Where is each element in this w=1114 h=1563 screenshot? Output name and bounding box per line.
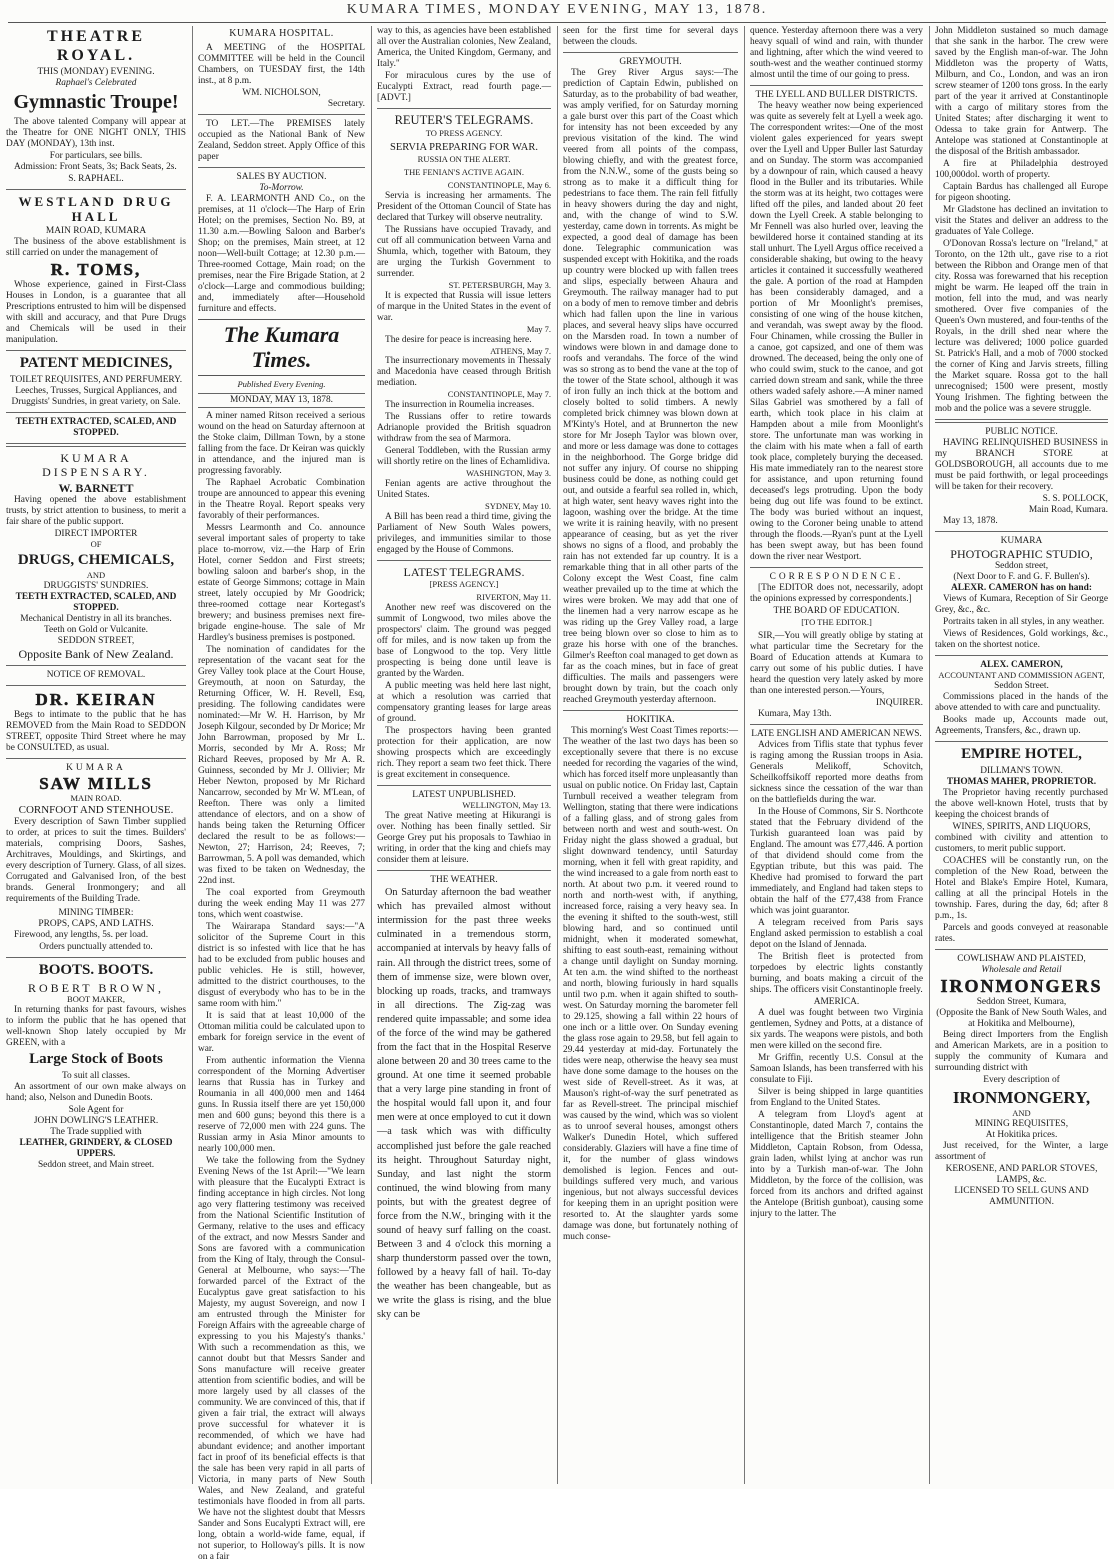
cowlishaw-hokitika: At Hokitika prices. bbox=[985, 1130, 1058, 1141]
news-item: O'Donovan Rossa's lecture on "Ireland," at Toronto, on the 12th ult., gave rise to a riot between the Ribbon and Orange men of that city. Rossa was forewarned that his reception might be warm. He leaped off the train in motion, fell into the mud, and was nearly smothered. Over five companies of the Queen's Own mustered, and four-tenths of the Royals, in the drill shed near where the lecture was delivered; 1000 police guarded St. Patrick's Hall, and a mob of 7000 stocked the corner of King and Jarvis streets, filling the Market square. Rossa got to the hall unrecognised; 1500 were present, mostly Young Irishmen. The fighting between the mob and the police was a severe struggle. bbox=[935, 239, 1108, 414]
patent-body: Leeches, Trusses, Surgical Appliances, and Druggists' Sundries, in great variety, on Sale. bbox=[11, 385, 181, 407]
drug-hall-sub: MAIN ROAD, KUMARA bbox=[45, 226, 147, 237]
theatre-pre: Raphael's Celebrated bbox=[55, 78, 137, 89]
dispensary-heading: KUMARA DISPENSARY. bbox=[42, 450, 150, 479]
empire-body2: combined with civility and attention to customers, to merit public support. bbox=[935, 832, 1108, 854]
unpublished-heading: LATEST UNPUBLISHED. bbox=[412, 790, 516, 801]
empire-owner: THOMAS MAHER, PROPRIETOR. bbox=[946, 776, 1097, 787]
brown-grindery: LEATHER, GRINDERY, & CLOSED UPPERS. bbox=[19, 1137, 173, 1159]
empire-body: The Proprietor having recently purchased the above well-known Hotel, trusts that by keeping the choicest brands of bbox=[935, 787, 1108, 820]
servia-heading: SERVIA PREPARING FOR WAR. bbox=[390, 141, 538, 153]
column-5 bbox=[750, 26, 923, 1484]
hospital-signature: WM. NICHOLSON, bbox=[242, 87, 321, 98]
news-item: A duel was fought between two Virginia gentlemen, Sydney and Potts, at a distance of six yards. The weapons were pistols, and both men were killed on the second fire. bbox=[750, 1007, 923, 1051]
column-2 bbox=[198, 26, 365, 1563]
correspondence-heading: CORRESPONDENCE. bbox=[769, 572, 904, 582]
public-notice-date: May 13, 1878. bbox=[943, 516, 998, 526]
news-item: The Wairarapa Standard says:—"A solicitor of the Supreme Court in this district is so infested with lice that he has had to be excluded from public houses and public vehicles. He is still, however, admitted to the district courthouses, to the disgust of everybody who has to be in the same room with him." bbox=[198, 922, 365, 1010]
correspondence-note: [The EDITOR does not, necessarily, adopt the opinions expressed by correspondents.] bbox=[750, 583, 923, 604]
divider bbox=[750, 85, 923, 86]
dateline-place: ST. PETERSBURGH, May 3. bbox=[448, 279, 551, 290]
greymouth-body: The Grey River Argus says:—The prediction of Captain Edwin, published on Saturday, as to the probability of bad weather, was amply verified, for on Saturday morning a gale burst over this part of the Coast which for intensity has not been exceeded by any previous visitation of the kind. The wind veered from all points of the compass, blowing chiefly, and with the greatest force, from the N.N.W., some of the gusts being so strong as to make it a difficult thing for pedestrians to face them. The rain fell fitfully in heavy showers during the day and night, and, with the change of wind to S.W. yesterday, came down in torrents. As might be expected, a good deal of damage has been done. Telegraphic communication was suspended except with Hokitika, and the roads up country were blocked up with fallen trees and slips, especially between Ahaura and Greymouth. The railway manager had to put on a body of men to remove timber and debris which had fallen upon the line in various places, and several heavy slips have occurred on the Marsden road. In town a number of windows were blown in and damage done to roofs and verandahs. The force of the wind was so strong as to bend the vane at the top of the tower of the State school, although it was of iron fully an inch thick at the bottom and closely bolted to solid timbers. A newly completed brick chimney was blown down at M'Kinty's Hotel, and at Brunnerton the new store for Mr Joseph Taylor was blown over, and more or less damage was done to cottages in the neighborhood. The Gorge bridge did not suffer any injury. Of course no shipping business could be done, as nothing could get out, and outside a fearful sea rolled in, which, at high water, sent heavy waves right into the lagoon, washing over the bridge. At the time we write it is raining heavily, with no present appearance of ceasing, but as yet the river shows no signs of a flood, and probably the rain has not extended far up country. It is a remarkable thing that in all other parts of the Colony except the West Coast, fine calm weather prevailed up to the time at which the wires were broken. We may add that one of the linemen had a very narrow escape as he was riding up the Grey Valley road, a large tree being blown over so close to him as to graze his horse with one of the branches. Gilmer's Reefton coal managed to get down as far as the coach mines, but in face of great difficulties. The mails and passengers were brought down by train, but the coach only reached Greymouth yesterday afternoon. bbox=[563, 68, 738, 705]
teeth-line: TEETH EXTRACTED, SCALED, AND STOPPED. bbox=[15, 416, 177, 438]
theatre-signature: S. RAPHAEL. bbox=[68, 173, 124, 184]
cowlishaw-street: Seddon Street, Kumara, bbox=[976, 996, 1067, 1007]
firewood: Firewood, any lengths, 5s. per load. bbox=[14, 929, 149, 940]
divider bbox=[563, 52, 738, 53]
drug-hall-heading: WESTLAND DRUG HALL bbox=[18, 193, 174, 225]
news-item: Mr Griffin, recently U.S. Consul at the Samoan Islands, has been transferred with his consulate to Fiji. bbox=[750, 1052, 923, 1085]
divider bbox=[935, 949, 1108, 950]
public-notice-heading: PUBLIC NOTICE. bbox=[985, 427, 1058, 437]
news-item: A telegram from Lloyd's agent at Constantinople, dated March 7, contains the intelligence that the British steamer John Middleton, Captain Robson, from Odessa, grain laden, whilst lying at anchor was run into by a Turkish man-of-war. The John Middleton, by the force of the collision, was forced from its anchors and drifted against the Antelope (British gunboat), causing some injury to the latter. The bbox=[750, 1109, 923, 1219]
news-item: A miner named Ritson received a serious wound on the head on Saturday afternoon at the Stoke claim, Dillman Town, by a stone falling from the face. Dr Keiran was quickly in attendance, and the injured man is progressing favorably. bbox=[198, 411, 365, 477]
fenian-heading: THE FENIAN'S ACTIVE AGAIN. bbox=[403, 166, 525, 177]
saw-mills-pre: KUMARA bbox=[66, 763, 126, 774]
saw-mills-body: Every description of Sawn Timber supplied to order, at prices to suit the times. Builders' materials, comprising Doors, Sashes, Architraves, Mouldings, and Skirtings, and every description of Turnery. Glass, of all sizes. Corrugated and Galvanised Iron, of the best brands. General Ironmongery; and all requirements of the Building Trade. bbox=[6, 816, 186, 904]
news-item: We take the following from the Sydney Evening News of the 1st April:—"We learn with pleasure that the Eucalypti Extract is finding acceptance in high circles. Not long ago very flattering testimony was received from the National Scientific Institution of Germany, relative to the uses and efficacy of the extract, and now Messrs Sander and Sons are favored with a communication from the King of Italy, through the Consul-General at Melbourne, who says:—'The forwarded parcel of the Extract of the Eucalyptus gave great satisfaction to his Majesty, my august Sovereign, and now I am entrusted through the Minister for Foreign Affairs with the agreeable charge of expressing to you his Majesty's thanks.' With such a recommendation as this, we cannot doubt but that Messrs Sander and Sons manufacture will receive greater attention from scientific bodies, and will be more largely used by all classes of the community. We are convinced of this, that if given a fair trial, the extract will always prove successful for whatever it is recommended, of which we have had abundant evidence; and another important fact in proof of its beneficial effects is that the sale has been very rapid in all parts of Victoria, in many parts of New South Wales, and New Zealand, and grateful testimonials have flooded in from all parts. We have not the slightest doubt that Messrs Sander and Sons Eucalypti Extract will, ere long, obtain a world-wide fame, equal, if not superior, to Holloway's pills. It is now on a fair bbox=[198, 1156, 365, 1563]
telegram: The insurrectionary movements in Thessaly and Macedonia have ceased through British mediation. bbox=[377, 356, 551, 389]
telegram: A public meeting was held here last night, at which a resolution was carried that compensatory granting leases for large areas of ground. bbox=[377, 681, 551, 725]
divider bbox=[198, 114, 365, 115]
telegram: General Toddleben, with the Russian army will shortly retire on the lines of Echamlidiva. bbox=[377, 446, 551, 468]
news-item: A telegram received from Paris says England asked permission to establish a coal depot on the Island of Jennada. bbox=[750, 917, 923, 950]
divider bbox=[750, 724, 923, 725]
dispensary-name: W. BARNETT bbox=[58, 480, 134, 495]
cures-advert: For miraculous cures by the use of Eucalypti Extract, read fourth page.—[ADVT.] bbox=[377, 71, 551, 103]
to-let: TO LET.—The PREMISES lately occupied as the National Bank of New Zealand, Seddon street. Apply Office of this paper bbox=[198, 118, 365, 162]
continued-text: way to this, as agencies have been established all over the Australian colonies, New Zealand, America, the United Kingdom, Germany, and Italy." bbox=[377, 26, 551, 69]
continued-text: John Middleton sustained so much damage that she sank in the harbor. The crew were saved by the English man-of-war. The John Middleton was the property of Watts, Milburn, and Co., London, and was an iron screw steamer of 1200 tons gross. In the early part of the year it arrived at Constantinople with a cargo of military stores from the United States; after discharging it went to Odessa to take grain for Antwerp. The Antelope was stationed at Constantinople at the disposal of the British ambassador. bbox=[935, 26, 1108, 157]
cameron-sub: ACCOUNTANT AND COMMISSION AGENT, bbox=[938, 670, 1105, 681]
brown-leather: JOHN DOWLING'S LEATHER. bbox=[33, 1115, 159, 1126]
cameron-body: Commissions placed in the hands of the above attended to with care and punctuality. bbox=[935, 691, 1108, 713]
news-item: Messrs Learmonth and Co. announce several important sales of property to take place to-morrow, viz.—the Harp of Erin Hotel, corner Seddon and First streets; bowling saloon and barber's shop, in the estate of George Simmons; cottage in Main street, lately occupied by Mr Goodrick; three-roomed cottage near Kortegast's brewery; and business premises next fire-brigade engine-house. The sale of Mr Hardley's business premises is postponed. bbox=[198, 523, 365, 644]
news-item: A fire at Philadelphia destroyed 100,000dol. worth of property. bbox=[935, 159, 1108, 180]
reuter-heading: REUTER'S TELEGRAMS. bbox=[394, 113, 534, 127]
news-item: It is said that at least 10,000 of the Ottoman militia could be calculated upon to embark for foreign service in the event of war. bbox=[198, 1011, 365, 1055]
cowlishaw-kerosene: KEROSENE, AND PARLOR STOVES, LAMPS, &c. bbox=[945, 1164, 1098, 1186]
photo-kumara: KUMARA bbox=[1000, 536, 1043, 546]
boots-heading: BOOTS. BOOTS. bbox=[38, 961, 154, 978]
board-heading: THE BOARD OF EDUCATION. bbox=[773, 606, 900, 616]
hospital-title: Secretary. bbox=[327, 98, 365, 109]
telegram: The insurrection in Roumelia increases. bbox=[385, 400, 535, 411]
brown-trade: BOOT MAKER, bbox=[67, 994, 125, 1005]
brown-stock: Large Stock of Boots bbox=[29, 1051, 163, 1068]
greymouth-heading: GREYMOUTH. bbox=[619, 57, 682, 67]
board-body: SIR,—You will greatly oblige by stating at what particular time the Secretary for the Board of Education attends at Kumara to carry out some of his public duties. I have heard the question very lately asked by more than one interested person.—Yours, bbox=[750, 630, 923, 696]
saw-mills-sub: MAIN ROAD. bbox=[70, 792, 122, 803]
dispensary-and: AND bbox=[86, 570, 106, 581]
theatre-body: The above talented Company will appear at the Theatre for ONE NIGHT ONLY, THIS DAY (MONDAY), 13th inst. bbox=[6, 116, 186, 149]
divider bbox=[6, 957, 186, 958]
divider bbox=[377, 870, 551, 871]
telegram: The prospectors having been granted protection for their application, are now showing prospects which are exceedingly rich. They report a seam two feet thick. There is great excitement in consequence. bbox=[377, 726, 551, 781]
hokitika-heading: HOKITIKA. bbox=[626, 715, 675, 725]
divider bbox=[6, 443, 186, 447]
lyell-heading: THE LYELL AND BULLER DISTRICTS. bbox=[755, 90, 918, 100]
drug-hall-body2: Whose experience, gained in First-Class Houses in London, is a guarantee that all Prescriptions entrusted to him will be dispensed with skill and accuracy, and that Pure Drugs and Chemicals will be used in their manipulation. bbox=[6, 280, 186, 346]
hospital-heading: KUMARA HOSPITAL. bbox=[229, 28, 334, 39]
masthead: KUMARA TIMES, MONDAY EVENING, MAY 13, 1878. bbox=[346, 2, 768, 17]
hokitika-body: This morning's West Coast Times reports:—The weather of the last two days has been so exceptionally severe that there is no excuse needed for recording the vagaries of the wind, which has forced itself more unpleasantly than usual on public notice. On Friday last, Captain Turnbull received a weather telegram from Wellington, stating that there were indications of a falling glass, and of strong gales from between north and west and south-west. On Friday night the glass showed a gradual, but slight downward tendency, until Saturday morning, when it fell with great rapidity, and the wind increased to a gale from north east to north. At about two p.m. it veered round to north and north-west with, if anything, increased force, raising a very heavy sea. In the evening it shifted to the south-west, still blowing hard, and so continued until midnight, when it moderated somewhat, shifting to east south-east, remaining without a change until daylight on Sunday morning. At ten a.m. the wind shifted to the northeast and north, blowing furiously in hard squalls until two p.m. when it again shifted to south-west. On Saturday morning the barometer fell to 29.125, showing a fall within 22 hours of one inch or a little over. On Sunday evening the glass rose again to 29.58, but fell again to 29.44 yesterday at mid-day. Fortunately the tides were neap, otherwise the heavy sea must have done some damage to the houses on the west side of Revell-street. As it was, at Mauson's right-of-way the surf penetrated as far as Revell-street. The principal mischief was caused by the wind, which was so violent as to unroof several houses, amongst others Walker's Dunedin Hotel, which suffered considerably. Glaziers will have a fine time of it, for the number of glass windows demolished is legion. Fences and out-buildings suffered very much, and various ingenious, but not always successful devices for keeping them in an upright position were resorted to. At the slaughter yards some damage was done, but fortunately nothing of much conse- bbox=[563, 726, 738, 1242]
keiran-body: Begs to intimate to the public that he has REMOVED from the Main Road to SEDDON STREET, opposite Third Street where he may be CONSULTED, as usual. bbox=[6, 710, 186, 754]
drug-hall-name: R. TOMS, bbox=[50, 260, 142, 280]
cowlishaw-and: AND bbox=[1012, 1108, 1031, 1119]
theatre-heading: THEATRE ROYAL. bbox=[46, 28, 146, 64]
cowlishaw-licensed: LICENSED TO SELL GUNS AND AMMUNITION. bbox=[954, 1186, 1089, 1208]
sales-sub: To-Morrow. bbox=[259, 182, 304, 193]
brown-address: Seddon street, and Main street. bbox=[37, 1159, 155, 1170]
reuter-sub: TO PRESS AGENCY. bbox=[425, 127, 503, 138]
cameron-street: Seddon Street. bbox=[994, 680, 1049, 691]
removal-heading: NOTICE OF REMOVAL. bbox=[46, 670, 146, 681]
board-signature: INQUIRER. bbox=[875, 697, 923, 708]
masthead-rule bbox=[8, 22, 1106, 23]
brown-body: In returning thanks for past favours, wishes to inform the public that he has opened that well-known Shop lately occupied by Mr GREEN, with a bbox=[6, 1005, 186, 1049]
paper-title: The Kumara Times. bbox=[198, 319, 365, 376]
divider bbox=[377, 560, 551, 561]
divider bbox=[935, 531, 1108, 532]
empire-parcels: Parcels and goods conveyed at reasonable rates. bbox=[935, 922, 1108, 944]
telegram: Servia is increasing her armaments. The President of the Ottoman Council of State has declared that Turkey will observe neutrality. bbox=[377, 190, 551, 223]
theatre-admission: Admission: Front Seats, 3s; Back Seats, 2s. bbox=[14, 161, 177, 172]
empire-coaches: COACHES will be constantly run, on the completion of the New Road, between the Hotel and Blake's Empire Hotel, Kumara, calling at all the principal Hotels in the township. Fares, during the day, 6d; after 8 p.m., 1s. bbox=[935, 855, 1108, 921]
divider bbox=[935, 741, 1108, 742]
drug-hall-body: The business of the above establishment is still carried on under the management of bbox=[6, 237, 186, 259]
cowlishaw-every: Every description of bbox=[983, 1074, 1060, 1085]
news-item: The coal exported from Greymouth during the week ending May 11 was 277 tons, which went coastwise. bbox=[198, 888, 365, 921]
dateline-place: ATHENS, May 7. bbox=[490, 345, 551, 356]
dateline-place: RIVERTON, May 11. bbox=[476, 592, 551, 603]
divider bbox=[377, 785, 551, 786]
saw-mills-firm: CORNFOOT AND STENHOUSE. bbox=[18, 803, 174, 816]
dispensary-teeth2: Teeth on Gold or Vulcanite. bbox=[43, 625, 149, 636]
news-item: Advices from Tiflis state that typhus fever is raging among the Russian troops in Asia. Generals Melikoff, Schovitch, Scheilkoffsikoff reported more deaths from sickness since the cessation of the war than on the battlefields during the war. bbox=[750, 739, 923, 805]
divider bbox=[6, 685, 186, 686]
telegram: Fenian agents are active throughout the United States. bbox=[377, 479, 551, 501]
patent-heading: PATENT MEDICINES, bbox=[19, 355, 173, 372]
dispensary-importer: DIRECT IMPORTER bbox=[54, 528, 138, 539]
dateline-place: CONSTANTINOPLE, May 6. bbox=[447, 179, 551, 190]
column-rule bbox=[557, 26, 558, 1484]
cowlishaw-ironmongery: IRONMONGERY, bbox=[952, 1087, 1091, 1107]
news-item: The Raphael Acrobatic Combination troupe are announced to appear this evening in the Theatre Royal. Report speaks very favorably of their performances. bbox=[198, 478, 365, 522]
weather-heading: THE WEATHER. bbox=[430, 875, 498, 886]
divider bbox=[6, 412, 186, 413]
dateline: MONDAY, MAY 13, 1878. bbox=[198, 393, 365, 408]
telegram: The Russians offer to retire towards Adrianople provided the British squadron withdraw from the sea of Marmora. bbox=[377, 412, 551, 445]
empire-heading: EMPIRE HOTEL, bbox=[961, 745, 1082, 762]
russia-heading: RUSSIA ON THE ALERT. bbox=[417, 153, 511, 164]
column-rule bbox=[744, 26, 745, 1484]
theatre-title: Gymnastic Troupe! bbox=[13, 91, 179, 114]
weather-body: On Saturday afternoon the bad weather which has prevailed almost without intermission for the past three weeks culminated in a tremendous storm, accompanied at intervals by heavy falls of rain. All through the district trees, some of them of immense size, were blown over, blocking up roads, tracks, and tramways in all directions. The Zig-zag was rendered quite impassable; and some idea of the force of the wind may be gathered from the fact that in the Hospital Reserve alone between 20 and 30 trees came to the ground. At one time it seemed probable that a very large pine standing in front of the hospital would fall upon it, and four men were at once employed to cut it down—a task which was with difficulty accomplished just before the gale reached its height. Throughout Saturday night, Sunday, and last night the storm continued, the wind blowing from many points, but with the greatest degree of force from the N.W., bringing with it the sound of heavy surf falling on the coast. Between 3 and 4 o'clock this morning a sharp thunderstorm passed over the town, followed by a heavy fall of hail. To-day the weather has been changeable, but as we write the glass is rising, and the blue sky can be bbox=[377, 887, 551, 1321]
telegram: Another new reef was discovered on the summit of Longwood, two miles above the prospectors' claim. The ground was pegged off for miles, and is now taken up from the base of Longwood to the top. Very little prospecting is being done until leave is granted by the Warden. bbox=[377, 603, 551, 680]
saw-mills-title: SAW MILLS bbox=[39, 774, 153, 794]
photo-views: Views of Residences, Gold workings, &c., taken on the shortest notice. bbox=[935, 629, 1108, 651]
brown-trade-supplied: The Trade supplied with bbox=[50, 1126, 142, 1137]
telegram: A Bill has been read a third time, giving the Parliament of New South Wales powers, privileges, and immunities similar to those engaged by the House of Commons. bbox=[377, 512, 551, 556]
news-item: Captain Bardus has challenged all Europe for pigeon shooting. bbox=[935, 182, 1108, 203]
divider bbox=[6, 665, 186, 666]
sales-heading: SALES BY AUCTION. bbox=[236, 171, 327, 182]
board-to: [TO THE EDITOR.] bbox=[801, 617, 872, 627]
photo-portraits: Portraits taken in all styles, in any weather. bbox=[943, 617, 1105, 628]
cowlishaw-body: Being direct Importers from the English and American Markets, are in a position to supply the community of Kumara and surrounding district with bbox=[935, 1029, 1108, 1073]
public-notice-body: HAVING RELINQUISHED BUSINESS in my BRANCH STORE at GOLDSBOROUGH, all accounts due to me must be paid forthwith, or legal proceedings will be taken for their recovery. bbox=[935, 438, 1108, 492]
late-news-heading: LATE ENGLISH AND AMERICAN NEWS. bbox=[751, 728, 922, 739]
latest-heading: LATEST TELEGRAMS. bbox=[403, 565, 525, 580]
dateline-place: WELLINGTON, May 13. bbox=[462, 800, 551, 811]
divider bbox=[377, 108, 551, 109]
telegram: The great Native meeting at Hikurangi is over. Nothing has been finally settled. Sir George Grey put his proposals to Tawhiao in writing, in order that the king and chiefs may consider them at leisure. bbox=[377, 811, 551, 866]
divider bbox=[6, 189, 186, 190]
dispensary-street: SEDDON STREET, bbox=[57, 636, 135, 647]
divider bbox=[563, 710, 738, 711]
telegram: It is expected that Russia will issue letters of marque in the United States in the event of war. bbox=[377, 290, 551, 323]
mining-sub: PROPS, CAPS, AND LATHS. bbox=[38, 918, 154, 929]
cowlishaw-mining: MINING REQUISITES, bbox=[974, 1119, 1069, 1130]
divider bbox=[750, 567, 923, 568]
cameron-books: Books made up, Accounts made out, Agreements, Transfers, &c., drawn up. bbox=[935, 714, 1108, 736]
photo-next: (Next Door to F. and G. F. Bullen's). bbox=[953, 572, 1090, 583]
column-rule bbox=[929, 26, 930, 1484]
dateline-place: CONSTANTINOPLE, May 7. bbox=[447, 389, 551, 400]
keiran-name: DR. KEIRAN bbox=[35, 690, 157, 710]
brown-assortment: An assortment of our own make always on hand; also, Nelson and Dunedin Boots. bbox=[6, 1081, 186, 1103]
board-date: Kumara, May 13th. bbox=[758, 708, 832, 719]
brown-agent: Sole Agent for bbox=[68, 1104, 124, 1115]
news-item: Silver is being shipped in large quantities from England to the United States. bbox=[750, 1086, 923, 1108]
dispensary-sundries: DRUGGISTS' SUNDRIES. bbox=[43, 581, 149, 592]
photo-name: ALEXR. CAMERON has on hand: bbox=[951, 583, 1092, 594]
america-heading: AMERICA. bbox=[813, 996, 860, 1007]
news-item: In the House of Commons, Sir S. Northcote stated that the February dividend of the Turkish guaranteed loan was paid by England. The amount was £77,446. A portion of that dividend should come from the Egyptian tribute, but this was paid. The Khedive had promised to forward the part immediately, and England had taken steps to obtain the half of the £77,438 from France which was joint guarantor. bbox=[750, 806, 923, 916]
lyell-body: The heavy weather now being experienced was quite as severely felt at Lyell a week ago. The correspondent writes:—One of the most violent gales experienced for years swept over the Lyell and Upper Buller last Saturday and on Sunday. The storm was accompanied by a downpour of rain, which caused a heavy flood in the Buller and its tributaries. While the storm was at its height, two cottages were lifted off the piles, and landed about 20 feet down the Lyell Creek. A stable belonging to Mr Fennell was also hurled over, leaving the bewildered horse it contained standing at its stall unhurt. The Lyell Argus office received a considerable shaking, but owing to the heavy articles it contained it successfully weathered the gale. A portion of the road at Hampden has been considerably damaged, and a portion of Mr Moonlight's premises, consisting of one wing of the house kitchen, and verandah, was swept away by the flood. Four Chinamen, while crossing the Buller in a canoe, got capsized, and one of them was drowned. The deceased, being the only one of who could swim, stuck to the canoe, and got carried down stream and sank, while the three others waded safely ashore.—A miner named Silas Gabriel was smothered by a fall of earth, which took place in his claim at Hampden about a mile from Moonlight's store. The unfortunate man was working in the claim with his mate when a fall of earth took place, completely burying the deceased. His mate immediately ran to the nearest store for assistance, and upon returning found deceased's legs protruding. Upon the body being dug out life was found to be extinct. The body was buried without an inquest, owing to the Coroner being unable to attend through the floods.—Ryan's punt at the Lyell has been swept away, but has been found down the river near Westport. bbox=[750, 101, 923, 562]
latest-sub: [PRESS AGENCY.] bbox=[429, 579, 499, 590]
column-rule bbox=[192, 26, 193, 1484]
brown-name: ROBERT BROWN, bbox=[27, 981, 165, 996]
public-notice-signature: S. S. POLLOCK, bbox=[1042, 494, 1108, 504]
empire-sub: DILLMAN'S TOWN. bbox=[980, 765, 1063, 776]
divider bbox=[6, 350, 186, 351]
news-item: The British fleet is protected from torpedoes by electric lights constantly burning, and boats making a circuit of the ships. The officers visit Constantinople freely. bbox=[750, 951, 923, 995]
public-notice-address: Main Road, Kumara. bbox=[1028, 505, 1108, 515]
divider bbox=[935, 419, 1108, 423]
divider bbox=[935, 655, 1108, 656]
dispensary-of: OF bbox=[90, 538, 102, 549]
telegram: The Russians have occupied Travady, and cut off all communication between Varna and Shumla, which, together with Batoum, they are urging the Turkish Government to surrender. bbox=[377, 224, 551, 279]
continued-text: seen for the first time for several days between the clouds. bbox=[563, 26, 738, 47]
brown-suit: To suit all classes. bbox=[61, 1070, 131, 1081]
column-6 bbox=[935, 26, 1108, 1484]
dispensary-drugs: DRUGS, CHEMICALS, bbox=[17, 551, 175, 568]
theatre-subheading: THIS (MONDAY) EVENING. bbox=[37, 67, 155, 78]
orders-line: Orders punctually attended to. bbox=[39, 941, 153, 952]
continued-text: quence. Yesterday afternoon there was a very heavy squall of wind and rain, with thunder and lightning, after which the wind veered to south-west and the weather continued stormy almost until the time of our going to press. bbox=[750, 26, 923, 80]
empire-wines: WINES, SPIRITS, AND LIQUORS, bbox=[952, 821, 1091, 832]
dispensary-teeth: TEETH EXTRACTED, SCALED, AND STOPPED. bbox=[15, 592, 177, 614]
cameron-heading: ALEX. CAMERON, bbox=[980, 660, 1063, 671]
divider bbox=[198, 167, 365, 168]
published-line: Published Every Evening. bbox=[237, 379, 326, 390]
column-4 bbox=[563, 26, 738, 1484]
photo-street: Seddon street, bbox=[994, 561, 1049, 572]
news-item: Mr Gladstone has declined an invitation to visit the States and deliver an address to the graduates of Yale College. bbox=[935, 205, 1108, 237]
theatre-bills: For particulars, see bills. bbox=[49, 150, 143, 161]
photo-body: Views of Kumara, Reception of Sir George Grey, &c., &c. bbox=[935, 594, 1108, 616]
news-item: The nomination of candidates for the representation of the vacant seat for the Grey Valley took place at the Court House, Greymouth, at noon on Saturday, the Returning Officer, W. H. Revell, Esq, presiding. The following candidates were nominated:—Mr W. H. Harrison, by Mr Joseph Kilgour, seconded by Dr Morice; Mr John Barrowman, proposed by Mr L. Morris, seconded by Mr A. Ross; Mr Richard Reeves, proposed by Mr A. R. Guinness, seconded by Mr J. Ollivier; Mr Heber Newton, proposed by Mr Richard Nancarrow, seconded by Mr W. M'Lean, of Reefton. There was only a limited attendance of electors, and on a show of hands being taken the Returning Officer declared the result to be as follows:—Newton, 27; Harrison, 24; Reeves, 7; Barrowman, 5. A poll was demanded, which was fixed to be taken on Wednesday, the 22nd inst. bbox=[198, 645, 365, 887]
column-rule bbox=[371, 26, 372, 1484]
dateline-place: May 7. bbox=[526, 323, 551, 334]
patent-sub: TOILET REQUISITES, AND PERFUMERY. bbox=[9, 374, 183, 385]
news-item: From authentic information the Vienna correspondent of the Morning Advertiser learns that Russia has in Turkey and Roumania in all 400,000 men and 1464 guns. In Russia itself there are yet 150,000 men and 600 guns; beyond this there is a reserve of 72,000 men with 224 guns. The Russian army in Asia Minor amounts to nearly 100,000 men. bbox=[198, 1056, 365, 1155]
cowlishaw-opposite: (Opposite the Bank of New South Wales, and at Hokitika and Melbourne), bbox=[936, 1007, 1107, 1029]
mining-heading: MINING TIMBER: bbox=[58, 907, 134, 918]
telegram: The desire for peace is increasing here. bbox=[385, 334, 532, 345]
dateline-place: WASHINGTON, May 3. bbox=[466, 468, 551, 479]
cowlishaw-title: IRONMONGERS bbox=[940, 975, 1103, 996]
photo-heading: PHOTOGRAPHIC STUDIO, bbox=[950, 547, 1093, 561]
sales-body: F. A. LEARMONTH AND Co., on the premises, at 11 o'clock—The Harp of Erin Hotel; on the premises, Section No. B9, at 11.30 a.m.—Bowling Saloon and Barber's Shop; on the premises, Main street, at 12 noon—Well-built Cottage; at 12.30 p.m.—Three-roomed Cottage, Main road; on the premises, near the Fire Brigade Station, at 2 o'clock—Large and commodious building; and, immediately after—Household furniture and effects. bbox=[198, 193, 365, 314]
column-1 bbox=[6, 26, 186, 1484]
cowlishaw-heading: COWLISHAW AND PLAISTED, bbox=[957, 953, 1086, 964]
dispensary-body: Having opened the above establishment trusts, by strict attention to business, to merit a fair share of the public support. bbox=[6, 494, 186, 527]
dispensary-mech: Mechanical Dentistry in all its branches. bbox=[20, 614, 172, 625]
column-3 bbox=[377, 26, 551, 1484]
cowlishaw-winter: Just received, for the Winter, a large assortment of bbox=[935, 1141, 1108, 1163]
divider bbox=[6, 758, 186, 759]
hospital-body: A MEETING of the HOSPITAL COMMITTEE will be held in the Council Chambers, on TUESDAY first, the 14th inst., at 8 p.m. bbox=[198, 42, 365, 86]
dispensary-opposite: Opposite Bank of New Zealand. bbox=[18, 647, 174, 662]
dateline-place: SYDNEY, May 10. bbox=[485, 501, 551, 512]
cowlishaw-sub: Wholesale and Retail bbox=[981, 964, 1062, 975]
